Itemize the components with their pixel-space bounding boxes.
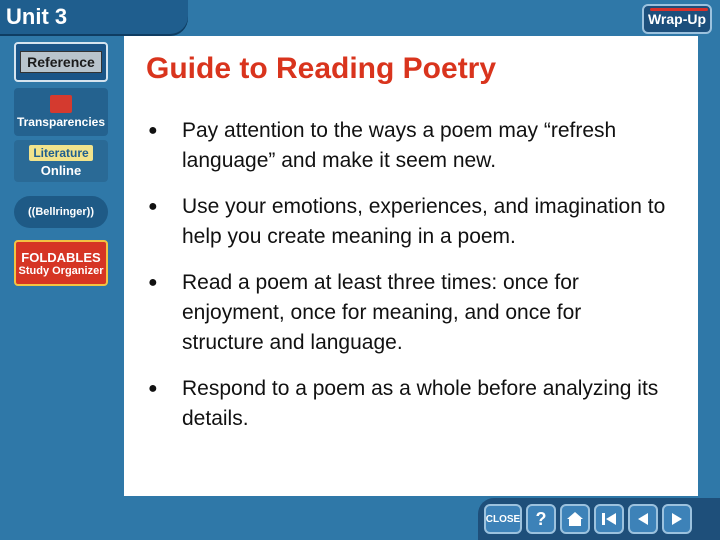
foldables-label: FOLDABLES: [21, 249, 101, 265]
content-panel: [124, 36, 698, 496]
online-label: Online: [40, 162, 82, 178]
bellringer-button[interactable]: [14, 196, 108, 228]
skip-back-icon: [600, 511, 618, 527]
reference-button[interactable]: [14, 42, 108, 82]
help-button[interactable]: [526, 504, 556, 534]
bullet-list: [146, 116, 666, 450]
wrap-up-stripe: [650, 8, 708, 11]
foldables-button[interactable]: [14, 240, 108, 286]
transparencies-label: Transparencies: [16, 115, 106, 129]
bullet-text: Use your emotions, experiences, and imagination to help you create meaning in a poem.: [182, 195, 666, 248]
arrow-left-icon: [634, 511, 652, 527]
bullet-item: [146, 268, 666, 358]
page-title: Guide to Reading Poetry: [146, 52, 497, 85]
projector-icon: [50, 95, 72, 113]
transparencies-button[interactable]: [14, 88, 108, 136]
bullet-item: [146, 192, 666, 252]
bullet-dot: ●: [148, 198, 158, 215]
study-organizer-label: Study Organizer: [18, 264, 104, 277]
unit-label: Unit 3: [6, 4, 68, 29]
sidebar: [0, 36, 124, 540]
literature-online-button[interactable]: [14, 140, 108, 182]
wrap-up-label: Wrap-Up: [647, 11, 707, 27]
bullet-dot: ●: [148, 122, 158, 139]
help-label: ?: [535, 508, 547, 529]
bullet-text: Pay attention to the ways a poem may “refresh language” and make it seem new.: [182, 119, 617, 172]
home-button[interactable]: [560, 504, 590, 534]
wrap-up-button[interactable]: [642, 4, 712, 34]
bullet-text: Respond to a poem as a whole before analyzing its details.: [182, 377, 659, 430]
arrow-right-icon: [668, 511, 686, 527]
navigation-bar: [478, 498, 720, 540]
literature-label: Literature: [29, 145, 92, 161]
unit-tab: [0, 0, 188, 36]
close-button[interactable]: [484, 504, 522, 534]
bellringer-label: ((Bellringer)): [28, 206, 94, 218]
bullet-dot: ●: [148, 380, 158, 397]
bullet-item: [146, 374, 666, 434]
reference-label: Reference: [20, 51, 102, 73]
next-slide-button[interactable]: [662, 504, 692, 534]
home-icon: [566, 511, 584, 527]
bullet-dot: ●: [148, 274, 158, 291]
first-slide-button[interactable]: [594, 504, 624, 534]
bullet-item: [146, 116, 666, 176]
previous-slide-button[interactable]: [628, 504, 658, 534]
close-label: CLOSE: [485, 513, 521, 525]
bullet-text: Read a poem at least three times: once for enjoyment, once for meaning, and once for structure and language.: [182, 271, 582, 354]
